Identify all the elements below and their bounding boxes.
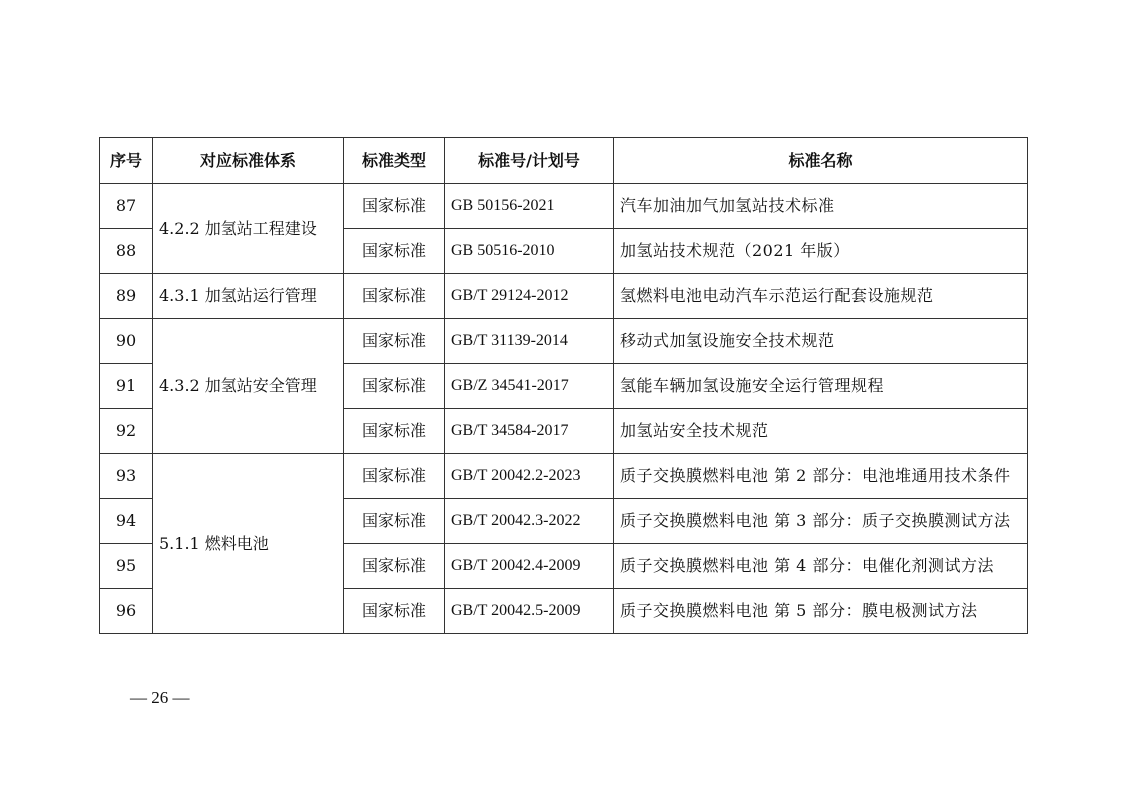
standard-name: 加氢站技术规范（2021 年版） (614, 229, 1028, 274)
standard-code: GB/T 20042.5-2009 (445, 589, 614, 634)
standard-type: 国家标准 (344, 319, 445, 364)
standard-name: 汽车加油加气加氢站技术标准 (614, 184, 1028, 229)
table-row (100, 454, 1028, 499)
page-number: — 26 — (130, 688, 190, 707)
table-row (100, 319, 1028, 364)
standard-code: GB 50516-2010 (445, 229, 614, 274)
standard-system-cell: 4.3.1 加氢站运行管理 (153, 274, 344, 319)
standard-name: 质子交换膜燃料电池 第 2 部分：电池堆通用技术条件 (614, 454, 1028, 499)
standards-table (99, 137, 1028, 634)
standard-name: 氢能车辆加氢设施安全运行管理规程 (614, 364, 1028, 409)
standard-system-cell: 4.3.2 加氢站安全管理 (153, 319, 344, 454)
row-number: 92 (100, 409, 153, 454)
standard-name: 质子交换膜燃料电池 第 3 部分：质子交换膜测试方法 (614, 499, 1028, 544)
header-no: 序号 (100, 138, 153, 184)
row-number: 94 (100, 499, 153, 544)
standard-code: GB/T 31139-2014 (445, 319, 614, 364)
standard-type: 国家标准 (344, 589, 445, 634)
table-row (100, 274, 1028, 319)
row-number: 88 (100, 229, 153, 274)
table-row (100, 184, 1028, 229)
standard-type: 国家标准 (344, 544, 445, 589)
standard-type: 国家标准 (344, 499, 445, 544)
standard-system-cell: 5.1.1 燃料电池 (153, 454, 344, 634)
standard-type: 国家标准 (344, 274, 445, 319)
standard-name: 质子交换膜燃料电池 第 5 部分：膜电极测试方法 (614, 589, 1028, 634)
table-header-row (100, 138, 1028, 184)
standard-name: 氢燃料电池电动汽车示范运行配套设施规范 (614, 274, 1028, 319)
standard-code: GB/Z 34541-2017 (445, 364, 614, 409)
row-number: 96 (100, 589, 153, 634)
standard-code: GB/T 20042.4-2009 (445, 544, 614, 589)
row-number: 89 (100, 274, 153, 319)
standard-type: 国家标准 (344, 184, 445, 229)
standard-code: GB/T 20042.2-2023 (445, 454, 614, 499)
standard-type: 国家标准 (344, 454, 445, 499)
row-number: 93 (100, 454, 153, 499)
standard-code: GB/T 34584-2017 (445, 409, 614, 454)
standard-name: 移动式加氢设施安全技术规范 (614, 319, 1028, 364)
standard-type: 国家标准 (344, 409, 445, 454)
header-code: 标准号/计划号 (445, 138, 614, 184)
row-number: 87 (100, 184, 153, 229)
row-number: 91 (100, 364, 153, 409)
standard-name: 质子交换膜燃料电池 第 4 部分：电催化剂测试方法 (614, 544, 1028, 589)
row-number: 90 (100, 319, 153, 364)
row-number: 95 (100, 544, 153, 589)
standard-code: GB/T 20042.3-2022 (445, 499, 614, 544)
standard-name: 加氢站安全技术规范 (614, 409, 1028, 454)
standard-code: GB/T 29124-2012 (445, 274, 614, 319)
standard-code: GB 50156-2021 (445, 184, 614, 229)
header-type: 标准类型 (344, 138, 445, 184)
standard-type: 国家标准 (344, 229, 445, 274)
header-system: 对应标准体系 (153, 138, 344, 184)
header-name: 标准名称 (614, 138, 1028, 184)
standard-system-cell: 4.2.2 加氢站工程建设 (153, 184, 344, 274)
standard-type: 国家标准 (344, 364, 445, 409)
